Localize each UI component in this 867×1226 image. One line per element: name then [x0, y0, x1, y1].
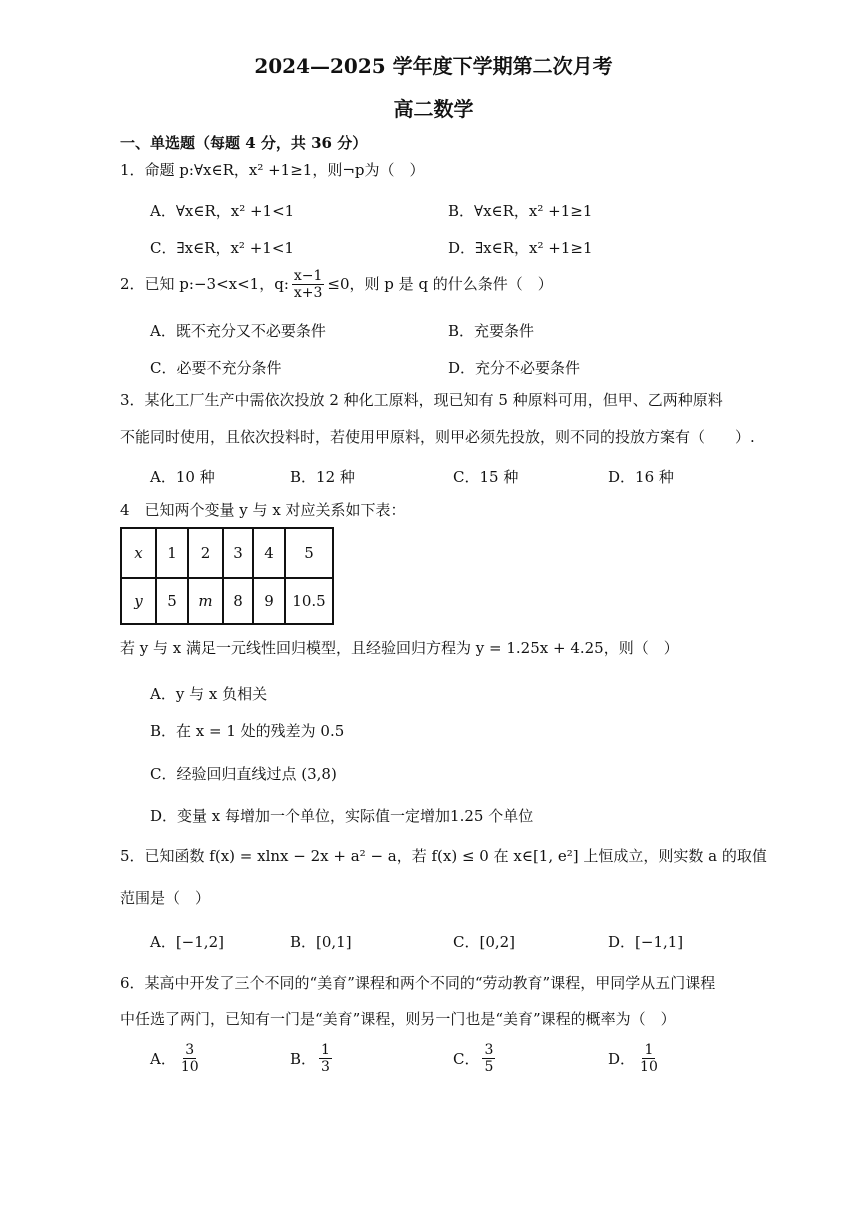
option-letter: D． [608, 1050, 636, 1069]
question-1-option-b: B．∀x∈R，x² +1≥1 [448, 202, 593, 220]
question-3-option-d: D．16 种 [608, 468, 674, 486]
question-4-option-a: A．y 与 x 负相关 [150, 685, 268, 703]
question-4-option-b: B．在 x = 1 处的残差为 0.5 [150, 722, 345, 740]
question-5-option-d: D．[−1,1] [608, 933, 684, 951]
question-2-option-c: C．必要不充分条件 [150, 359, 282, 377]
question-3-option-b: B．12 种 [290, 468, 355, 486]
question-6-option-c [453, 1042, 498, 1075]
question-4-stem: 若 y 与 x 满足一元线性回归模型，且经验回归方程为 y = 1.25x + 4.25，则（ ） [120, 639, 679, 657]
question-1-stem: 1．命题 p:∀x∈R，x² +1≥1，则¬p为（ ） [120, 161, 425, 179]
option-letter: C． [453, 1050, 480, 1069]
table-row-x [121, 528, 333, 578]
question-3-option-a: A．10 种 [150, 468, 215, 486]
question-1-option-d: D．∃x∈R，x² +1≥1 [448, 239, 593, 257]
fraction-denominator: 5 [484, 1059, 494, 1076]
question-4-option-c: C．经验回归直线过点 (3,8) [150, 765, 337, 783]
question-1-option-c: C．∃x∈R，x² +1<1 [150, 239, 294, 257]
table-cell: 1 [156, 528, 188, 578]
option-fraction [638, 1042, 660, 1075]
question-2-fraction [292, 268, 325, 301]
question-3-option-c: C．15 种 [453, 468, 519, 486]
question-6-option-d [608, 1042, 663, 1075]
fraction-numerator: 3 [185, 1042, 195, 1058]
option-fraction [482, 1042, 495, 1075]
section-heading: 一、单选题（每题 4 分，共 36 分） [120, 134, 368, 152]
question-2-stem [120, 268, 553, 301]
table-cell: 8 [223, 578, 253, 624]
question-5-line-2: 范围是（ ） [120, 889, 211, 907]
question-1-option-a: A．∀x∈R，x² +1<1 [150, 202, 295, 220]
question-3-line-1: 3．某化工厂生产中需依次投放 2 种化工原料，现已知有 5 种原料可用，但甲、乙两种原料 [120, 391, 723, 409]
option-letter: A． [150, 1050, 176, 1069]
question-6-option-a [150, 1042, 204, 1075]
question-2-fraction-denominator: x+3 [293, 285, 323, 302]
option-fraction [319, 1042, 332, 1075]
question-6-line-2: 中任选了两门，已知有一门是“美育”课程，则另一门也是“美育”课程的概率为（ ） [120, 1010, 676, 1028]
question-4-intro: 4 已知两个变量 y 与 x 对应关系如下表： [120, 501, 406, 519]
question-2-stem-prefix: 2．已知 p:−3<x<1，q: [120, 275, 289, 294]
fraction-numerator: 1 [644, 1042, 654, 1058]
question-3-line-2: 不能同时使用，且依次投料时，若使用甲原料，则甲必须先投放，则不同的投放方案有（ ）. [120, 428, 755, 446]
question-5-option-c: C．[0,2] [453, 933, 516, 951]
table-cell: 5 [156, 578, 188, 624]
table-cell: x [121, 528, 156, 578]
table-cell: y [121, 578, 156, 624]
question-2-stem-suffix: ≤0，则 p 是 q 的什么条件（ ） [327, 275, 553, 294]
exam-subject: 高二数学 [393, 97, 474, 121]
question-2-option-a: A．既不充分又不必要条件 [150, 322, 326, 340]
question-5-option-b: B．[0,1] [290, 933, 352, 951]
option-fraction [179, 1042, 201, 1075]
option-letter: B． [290, 1050, 317, 1069]
question-2-fraction-numerator: x−1 [293, 268, 323, 284]
table-cell: 9 [253, 578, 285, 624]
fraction-numerator: 3 [484, 1042, 494, 1058]
question-2-option-b: B．充要条件 [448, 322, 535, 340]
fraction-denominator: 10 [180, 1059, 199, 1076]
question-2-option-d: D．充分不必要条件 [448, 359, 581, 377]
question-4-option-d: D．变量 x 每增加一个单位，实际值一定增加1.25 个单位 [150, 807, 534, 825]
question-6-line-1: 6．某高中开发了三个不同的“美育”课程和两个不同的“劳动教育”课程，甲同学从五门课程 [120, 974, 716, 992]
fraction-denominator: 3 [321, 1059, 330, 1076]
xy-data-table [120, 527, 334, 625]
table-cell: 10.5 [285, 578, 333, 624]
table-cell: 5 [285, 528, 333, 578]
question-5-line-1: 5．已知函数 f(x) = xlnx − 2x + a² − a，若 f(x) ≤ 0 在 x∈[1, e²] 上恒成立，则实数 a 的取值 [120, 847, 767, 865]
table-cell: m [188, 578, 223, 624]
table-cell: 3 [223, 528, 253, 578]
fraction-numerator: 1 [321, 1042, 330, 1058]
exam-title: 2024—2025 学年度下学期第二次月考 [254, 54, 613, 78]
table-row-y [121, 578, 333, 624]
table-cell: 2 [188, 528, 223, 578]
question-5-option-a: A．[−1,2] [150, 933, 224, 951]
fraction-denominator: 10 [640, 1059, 658, 1076]
question-6-option-b [290, 1042, 335, 1075]
table-cell: 4 [253, 528, 285, 578]
